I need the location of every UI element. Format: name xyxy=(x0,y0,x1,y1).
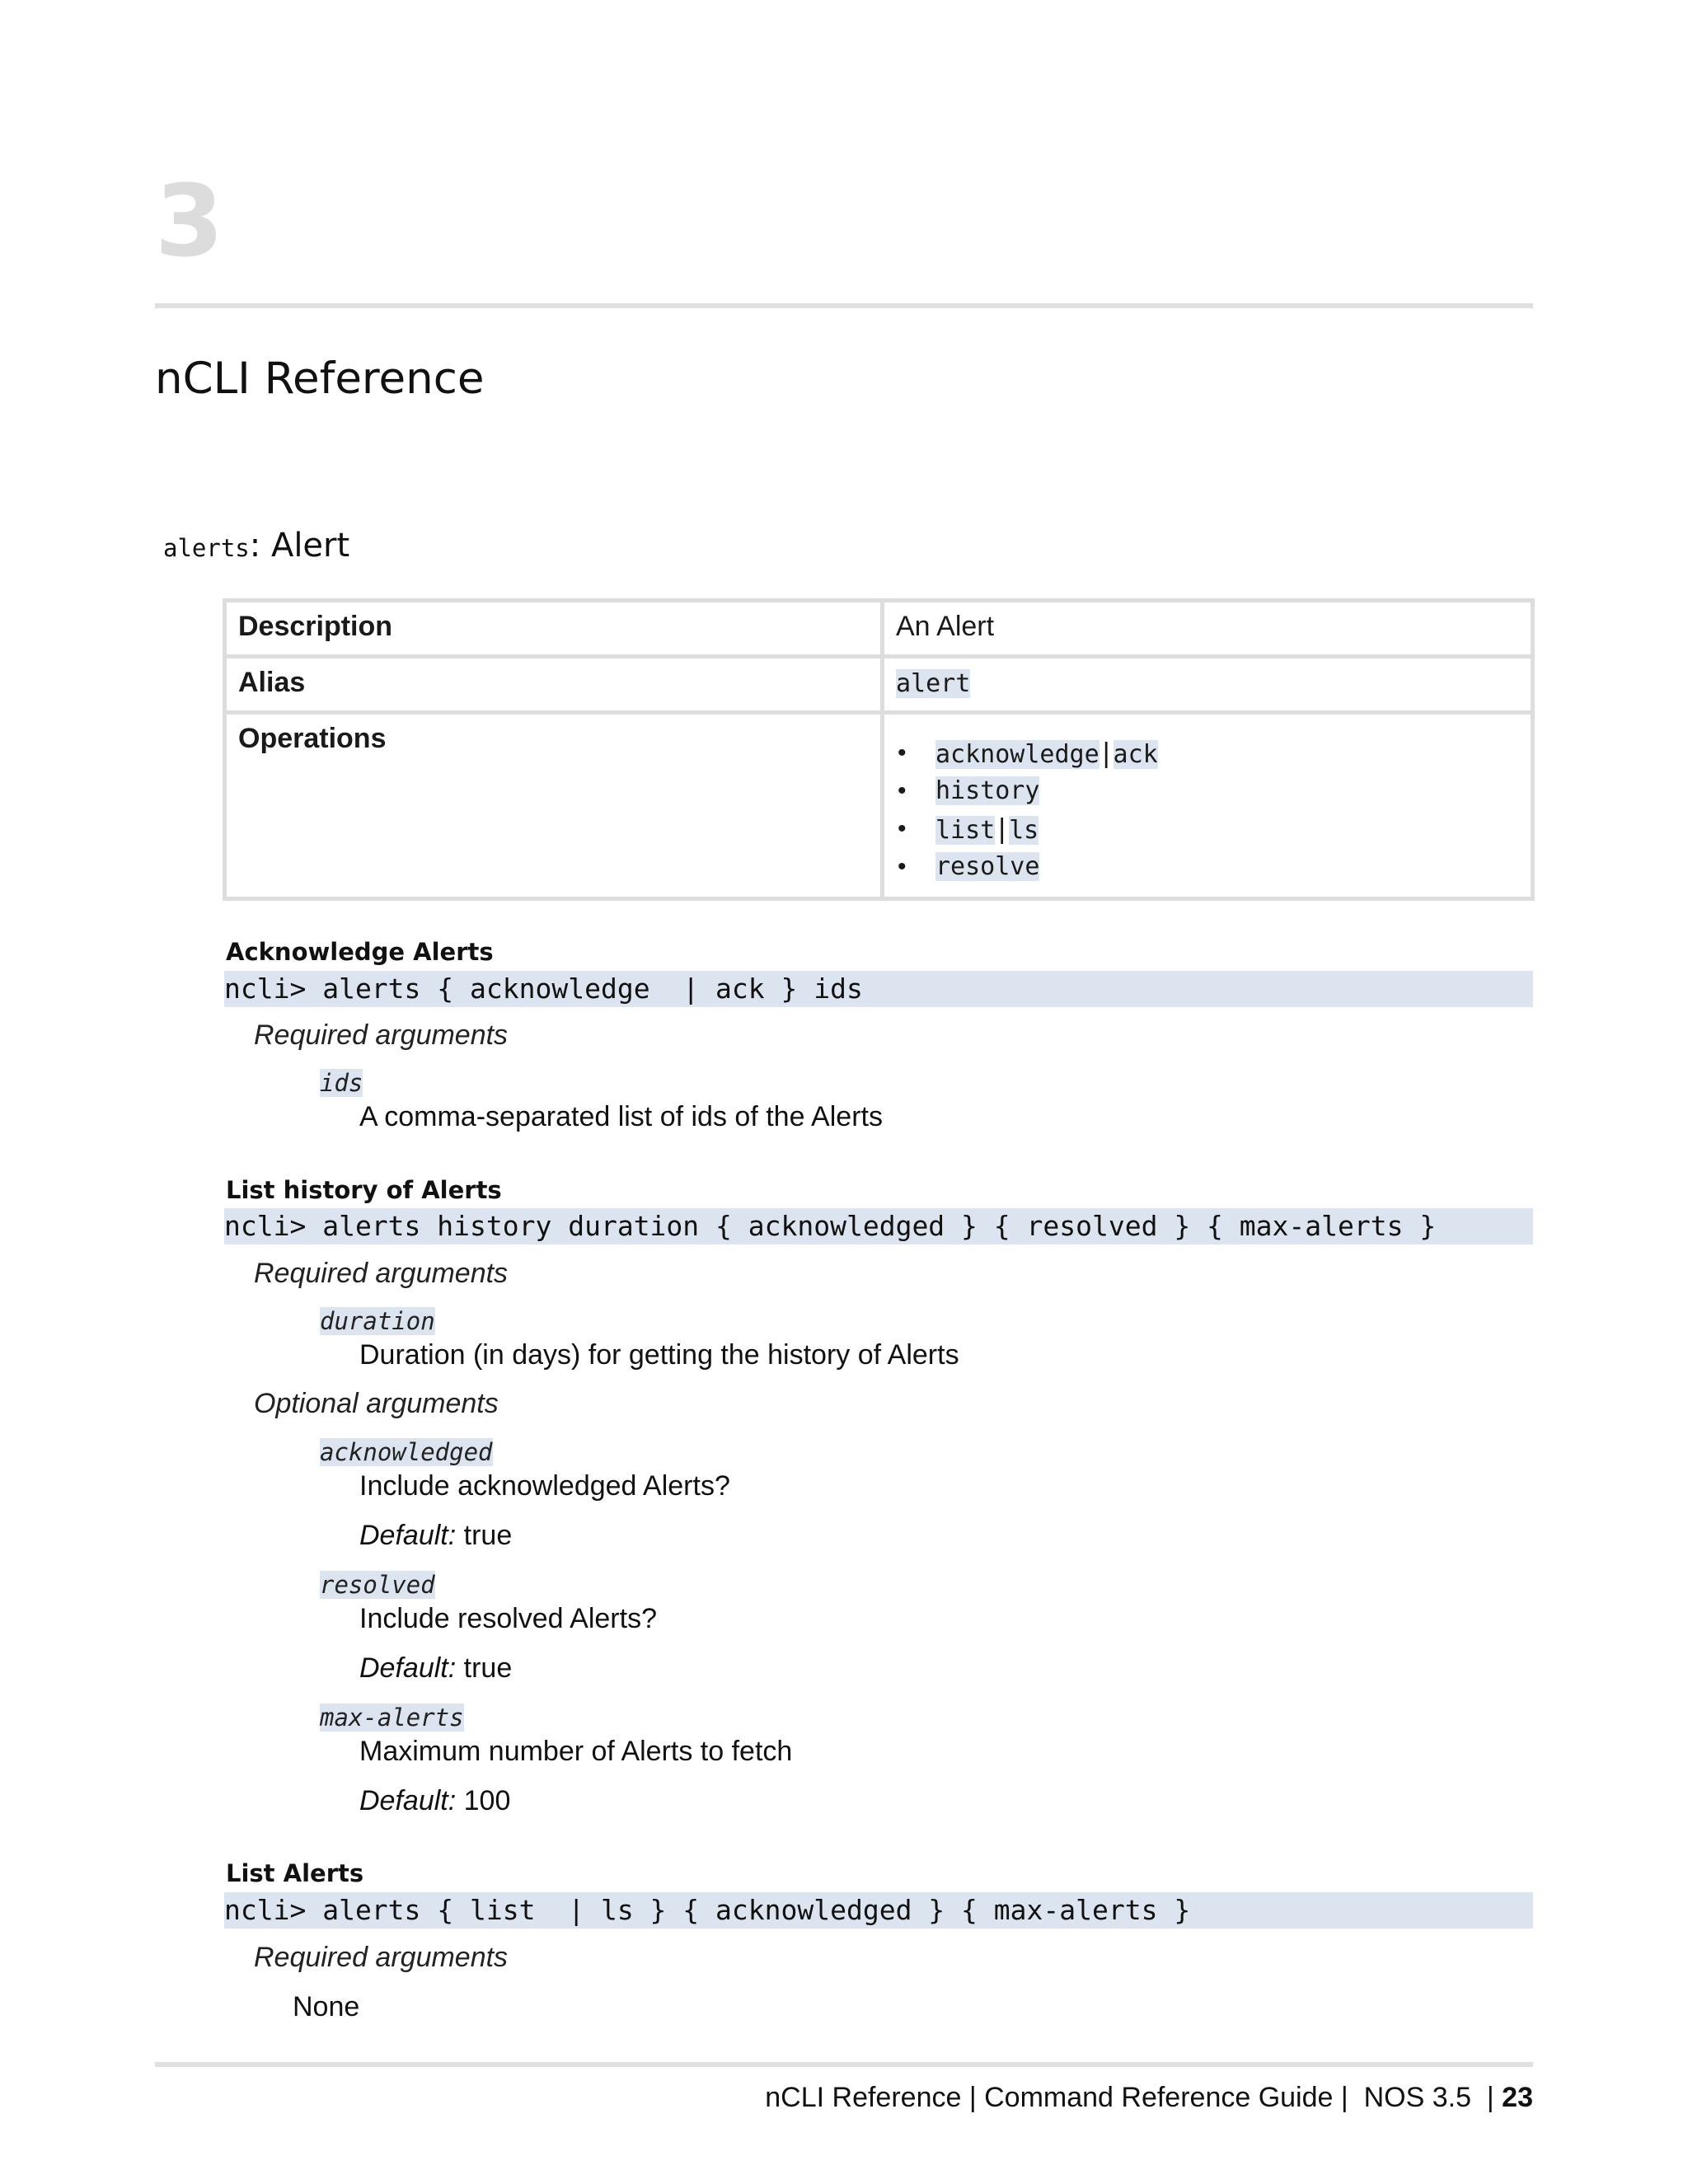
arg-name-resolved: resolved xyxy=(320,1571,435,1599)
operation-name: history xyxy=(935,776,1040,805)
acknowledge-required-label: Required arguments xyxy=(254,1019,509,1051)
chapter-top-rule xyxy=(155,303,1533,308)
footer-text: nCLI Reference | Command Reference Guide | NOS 3.5 | xyxy=(765,2082,1503,2113)
chapter-number: 3 xyxy=(155,165,224,279)
arg-name-ids: ids xyxy=(320,1069,363,1097)
properties-table xyxy=(223,598,1535,901)
alias-cell xyxy=(883,657,1533,713)
list-none-text: None xyxy=(293,1991,360,2022)
page-number: 23 xyxy=(1502,2082,1533,2113)
acknowledge-heading: Acknowledge Alerts xyxy=(226,938,494,966)
chapter-title: nCLI Reference xyxy=(155,354,485,404)
operation-alias: ls xyxy=(1009,816,1039,845)
arg-default-resolved xyxy=(359,1652,512,1685)
operations-cell xyxy=(883,713,1533,899)
default-label: Default: xyxy=(359,1785,457,1816)
list-required-label: Required arguments xyxy=(254,1942,509,1973)
arg-default-acknowledged xyxy=(359,1520,512,1552)
description-value: An Alert xyxy=(883,601,1533,657)
arg-default-max-alerts xyxy=(359,1785,510,1817)
table-row-description xyxy=(225,601,1533,657)
description-label: Description xyxy=(225,601,883,657)
operation-item xyxy=(896,734,1519,772)
default-value: true xyxy=(463,1520,513,1551)
list-heading: List Alerts xyxy=(226,1859,364,1887)
operation-alias: ack xyxy=(1113,740,1158,769)
section-heading xyxy=(163,526,349,565)
acknowledge-command: ncli> alerts { acknowledge | ack } ids xyxy=(224,971,1533,1007)
operation-name: resolve xyxy=(935,852,1040,881)
operation-item xyxy=(896,848,1519,886)
footer-rule xyxy=(155,2062,1533,2067)
operation-item xyxy=(896,810,1519,848)
alias-value: alert xyxy=(896,669,971,698)
arg-description-max-alerts: Maximum number of Alerts to fetch xyxy=(359,1736,793,1767)
operation-separator: | xyxy=(1102,738,1110,769)
default-value: true xyxy=(463,1652,513,1684)
arg-name-max-alerts: max-alerts xyxy=(320,1704,464,1732)
section-title: : Alert xyxy=(249,527,350,565)
operation-item xyxy=(896,772,1519,810)
arg-name-acknowledged: acknowledged xyxy=(320,1438,493,1466)
section-command: alerts xyxy=(163,534,250,562)
history-required-label: Required arguments xyxy=(254,1258,509,1289)
table-row-alias xyxy=(225,657,1533,713)
operation-separator: | xyxy=(998,813,1006,845)
table-row-operations xyxy=(225,713,1533,899)
alias-label: Alias xyxy=(225,657,883,713)
default-label: Default: xyxy=(359,1652,457,1684)
arg-description-ids: A comma-separated list of ids of the Alerts xyxy=(359,1101,883,1132)
page-footer xyxy=(765,2082,1533,2114)
arg-description-resolved: Include resolved Alerts? xyxy=(359,1603,657,1634)
default-value: 100 xyxy=(463,1785,511,1816)
history-command: ncli> alerts history duration { acknowledged } { resolved } { max-alerts } xyxy=(224,1208,1533,1244)
operations-label: Operations xyxy=(225,713,883,899)
arg-description-duration: Duration (in days) for getting the history of Alerts xyxy=(359,1339,959,1371)
default-label: Default: xyxy=(359,1520,457,1551)
history-heading: List history of Alerts xyxy=(226,1176,502,1204)
operation-name: acknowledge xyxy=(935,740,1100,769)
arg-description-acknowledged: Include acknowledged Alerts? xyxy=(359,1470,730,1502)
operation-name: list xyxy=(935,816,996,845)
list-command: ncli> alerts { list | ls } { acknowledged } { max-alerts } xyxy=(224,1892,1533,1929)
history-optional-label: Optional arguments xyxy=(254,1388,499,1419)
arg-name-duration: duration xyxy=(320,1307,435,1335)
operations-list xyxy=(896,734,1519,886)
